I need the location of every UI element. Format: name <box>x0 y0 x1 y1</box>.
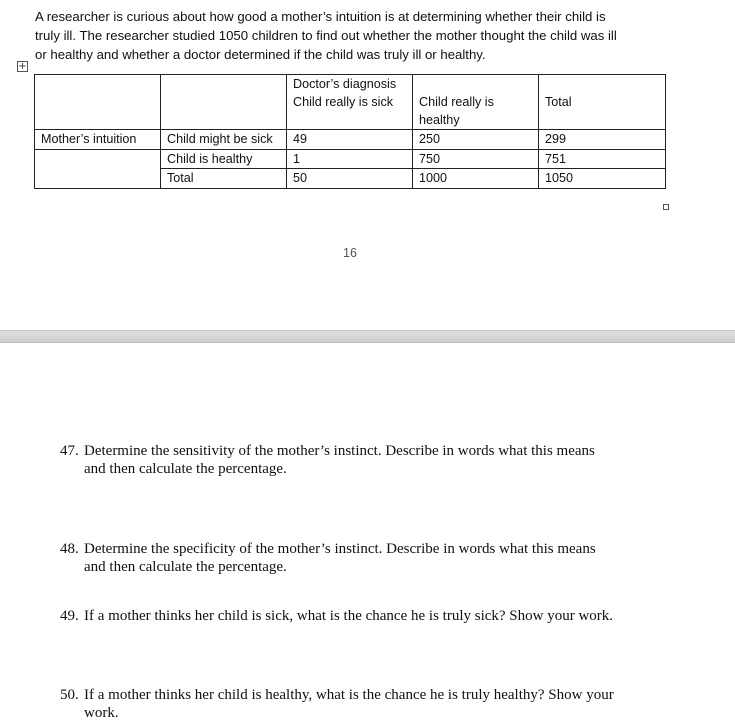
table-cell-empty <box>35 149 161 169</box>
table-resize-handle[interactable] <box>663 204 669 210</box>
table-cell-empty <box>35 169 161 189</box>
question-number: 48. <box>60 541 79 557</box>
page-number: 16 <box>343 246 357 260</box>
page-break-separator <box>0 330 735 343</box>
question-text: If a mother thinks her child is sick, what is the chance he is truly sick? Show your work. <box>84 608 614 624</box>
question-text: Determine the specificity of the mother’s instinct. Describe in words what this means <box>84 541 596 557</box>
cell-healthy: 250 <box>413 130 539 150</box>
header-group-label: Doctor’s diagnosis <box>293 77 397 91</box>
question-47 <box>60 443 670 478</box>
question-number: 47. <box>60 443 79 459</box>
table-cell-empty <box>35 75 161 130</box>
row-label: Total <box>161 169 287 189</box>
question-text-continued: work. <box>84 704 119 721</box>
table-row <box>35 169 666 189</box>
cell-sick: 1 <box>287 149 413 169</box>
question-49 <box>60 608 670 626</box>
header-diagnosis-cell <box>287 75 413 130</box>
intro-line: truly ill. The researcher studied 1050 children to find out whether the mother thought the child was ill <box>35 28 617 43</box>
header-col-healthy: Child really is healthy <box>413 75 539 130</box>
cell-sick: 49 <box>287 130 413 150</box>
table-row <box>35 130 666 150</box>
contingency-table <box>34 74 666 189</box>
question-text: Determine the sensitivity of the mother’s instinct. Describe in words what this means <box>84 443 595 459</box>
row-group-label: Mother’s intuition <box>35 130 161 150</box>
intro-line: A researcher is curious about how good a mother’s intuition is at determining whether their child is <box>35 9 606 24</box>
intro-paragraph <box>35 7 675 64</box>
question-text-continued: and then calculate the percentage. <box>84 558 287 575</box>
table-move-handle-icon[interactable]: + <box>18 61 27 72</box>
cell-total: 751 <box>539 149 666 169</box>
question-48 <box>60 541 670 576</box>
document-page-bottom <box>0 343 735 727</box>
cell-sick: 50 <box>287 169 413 189</box>
table-header-row <box>35 75 666 130</box>
question-number: 49. <box>60 608 79 624</box>
header-col-sick: Child really is sick <box>293 94 394 109</box>
document-page-top <box>0 0 735 330</box>
question-text: If a mother thinks her child is healthy, what is the chance he is truly healthy? Show your <box>84 687 614 703</box>
cell-healthy: 750 <box>413 149 539 169</box>
table-cell-empty <box>161 75 287 130</box>
row-label: Child is healthy <box>161 149 287 169</box>
header-col-total: Total <box>539 75 666 130</box>
question-number: 50. <box>60 687 79 703</box>
cell-total: 1050 <box>539 169 666 189</box>
row-label: Child might be sick <box>161 130 287 150</box>
cell-total: 299 <box>539 130 666 150</box>
question-50 <box>60 687 670 722</box>
cell-healthy: 1000 <box>413 169 539 189</box>
question-text-continued: and then calculate the percentage. <box>84 460 287 477</box>
table-row <box>35 149 666 169</box>
intro-line: or healthy and whether a doctor determined if the child was truly ill or healthy. <box>35 47 486 62</box>
